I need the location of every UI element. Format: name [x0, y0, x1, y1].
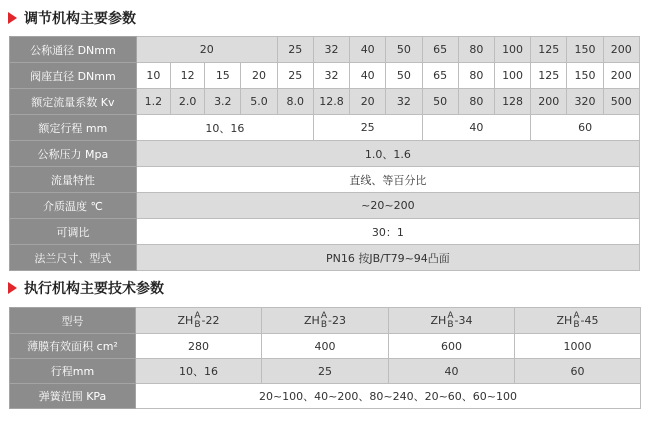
- table-cell: 20: [136, 37, 277, 63]
- table-cell: 10、16: [136, 359, 262, 384]
- section-title-valve: [8, 8, 136, 28]
- table-cell: 10、16: [136, 115, 313, 141]
- triangle-marker-icon: [8, 282, 17, 294]
- model-name: [557, 312, 599, 330]
- table-cell: 20: [350, 89, 386, 115]
- table-row: [10, 384, 641, 409]
- model-prefix: ZH: [430, 314, 447, 327]
- row-header: 型号: [10, 308, 136, 334]
- table-cell: 50: [386, 63, 422, 89]
- table-cell: 40: [422, 115, 531, 141]
- table-cell: 直线、等百分比: [136, 167, 639, 193]
- table-cell: 25: [277, 37, 313, 63]
- model-suffix: -22: [201, 314, 220, 327]
- table-cell: 32: [313, 37, 349, 63]
- table-cell: 100: [494, 37, 530, 63]
- model-suffix: -45: [580, 314, 599, 327]
- model-prefix: ZH: [556, 314, 573, 327]
- table-cell: 12.8: [313, 89, 349, 115]
- valve-parameters-table: [9, 36, 640, 271]
- table-cell: 500: [603, 89, 639, 115]
- table-row: [10, 193, 640, 219]
- table-row: [10, 334, 641, 359]
- row-header: 可调比: [10, 219, 137, 245]
- row-header: 额定流量系数 Kv: [10, 89, 137, 115]
- table-cell: 15: [205, 63, 241, 89]
- model-cell: [262, 308, 389, 334]
- model-prefix: ZH: [304, 314, 320, 327]
- table-cell: 150: [567, 37, 603, 63]
- model-suffix: -23: [328, 314, 346, 327]
- model-variant-top: A: [194, 310, 201, 321]
- table-cell: 200: [603, 63, 639, 89]
- table-cell: 150: [567, 63, 603, 89]
- model-suffix: -34: [454, 314, 473, 327]
- row-header: 流量特性: [10, 167, 137, 193]
- model-variant-bottom: B: [320, 319, 328, 330]
- table-cell: 1000: [515, 334, 641, 359]
- table-cell: 80: [458, 37, 494, 63]
- table-row: [10, 63, 640, 89]
- table-cell: 200: [531, 89, 567, 115]
- table-cell: 20~100、40~200、80~240、20~60、60~100: [136, 384, 641, 409]
- row-header: 公称通径 DNmm: [10, 37, 137, 63]
- table-cell: 50: [422, 89, 458, 115]
- table-cell: 320: [567, 89, 603, 115]
- table-cell: 25: [262, 359, 389, 384]
- table-cell: 100: [494, 63, 530, 89]
- model-variant-bottom: B: [573, 319, 580, 330]
- table-row: [10, 89, 640, 115]
- table-row: [10, 359, 641, 384]
- table-cell: 25: [313, 115, 422, 141]
- table-row: [10, 115, 640, 141]
- table-cell: 40: [350, 37, 386, 63]
- model-name: [178, 312, 220, 330]
- table-cell: 60: [515, 359, 641, 384]
- table-cell: 12: [171, 63, 205, 89]
- table-cell: 2.0: [171, 89, 205, 115]
- row-header: 法兰尺寸、型式: [10, 245, 137, 271]
- table-cell: 40: [389, 359, 515, 384]
- model-cell: [515, 308, 641, 334]
- model-variant-bottom: B: [447, 319, 454, 330]
- table-cell: 1.2: [136, 89, 170, 115]
- table-cell: 1.0、1.6: [136, 141, 639, 167]
- table-cell: 280: [136, 334, 262, 359]
- table-cell: 8.0: [277, 89, 313, 115]
- model-cell: [389, 308, 515, 334]
- model-variant-top: A: [447, 310, 454, 321]
- table-cell: 80: [458, 89, 494, 115]
- table-cell: 50: [386, 37, 422, 63]
- table-cell: 5.0: [241, 89, 277, 115]
- model-cell: [136, 308, 262, 334]
- table-cell: 25: [277, 63, 313, 89]
- model-prefix: ZH: [177, 314, 194, 327]
- model-variant-stack: [194, 312, 200, 330]
- table-cell: 125: [531, 37, 567, 63]
- section-title-actuator: [8, 278, 164, 298]
- table-row: [10, 141, 640, 167]
- table-cell: 32: [386, 89, 422, 115]
- table-cell: 400: [262, 334, 389, 359]
- model-variant-stack: [321, 312, 327, 330]
- model-variant-top: A: [320, 310, 327, 321]
- row-header: 阀座直径 DNmm: [10, 63, 137, 89]
- table-cell: 10: [136, 63, 170, 89]
- table-cell: 200: [603, 37, 639, 63]
- table-cell: PN16 按JB/T79~94凸面: [136, 245, 639, 271]
- actuator-parameters-table: [9, 307, 641, 409]
- section-title-actuator-text: 执行机构主要技术参数: [24, 281, 164, 297]
- row-header: 行程mm: [10, 359, 136, 384]
- table-cell: ~20~200: [136, 193, 639, 219]
- section-title-valve-text: 调节机构主要参数: [24, 11, 136, 27]
- model-name: [304, 312, 346, 330]
- model-variant-stack: [573, 312, 579, 330]
- model-variant-stack: [447, 312, 453, 330]
- row-header: 公称压力 Mpa: [10, 141, 137, 167]
- model-name: [431, 312, 473, 330]
- table-cell: 60: [531, 115, 640, 141]
- table-cell: 125: [531, 63, 567, 89]
- table-cell: 600: [389, 334, 515, 359]
- model-variant-top: A: [573, 310, 580, 321]
- table-row: [10, 245, 640, 271]
- table-row: [10, 37, 640, 63]
- table-cell: 128: [494, 89, 530, 115]
- model-variant-bottom: B: [194, 319, 201, 330]
- table-cell: 20: [241, 63, 277, 89]
- table-cell: 80: [458, 63, 494, 89]
- row-header: 额定行程 mm: [10, 115, 137, 141]
- table-row: [10, 167, 640, 193]
- table-cell: 32: [313, 63, 349, 89]
- table-row: [10, 219, 640, 245]
- table-cell: 40: [350, 63, 386, 89]
- table-cell: 65: [422, 63, 458, 89]
- triangle-marker-icon: [8, 12, 17, 24]
- row-header: 薄膜有效面积 cm²: [10, 334, 136, 359]
- row-header: 弹簧范围 KPa: [10, 384, 136, 409]
- table-cell: 65: [422, 37, 458, 63]
- row-header: 介质温度 ℃: [10, 193, 137, 219]
- table-cell: 3.2: [205, 89, 241, 115]
- table-cell: 30：1: [136, 219, 639, 245]
- model-row: [10, 308, 641, 334]
